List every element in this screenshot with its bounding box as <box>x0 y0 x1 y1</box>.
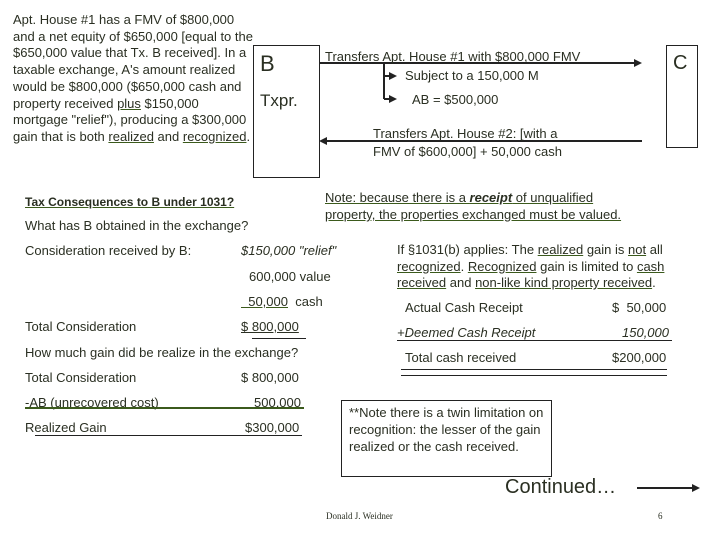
box-b-label: Txpr. <box>260 91 298 110</box>
gain-underline <box>35 435 302 436</box>
box-c-letter: C <box>673 52 688 74</box>
arrow-head-right <box>634 59 642 67</box>
deemed-underline <box>397 340 672 341</box>
consideration-label: Consideration received by B: <box>25 243 192 258</box>
twin-limitation-note <box>341 400 552 477</box>
total-cash-value: $200,000 <box>612 350 667 365</box>
deemed-cash-value: 150,000 <box>622 325 669 340</box>
relief-amount: $150,000 "relief" <box>241 243 337 258</box>
actual-cash-label: Actual Cash Receipt <box>405 300 523 315</box>
ab-underline <box>25 407 304 409</box>
transfer1-label: Transfers Apt. House #1 with $800,000 FMV <box>325 49 581 64</box>
arrow-head-left <box>319 137 327 145</box>
mortgage-label: Subject to a 150,000 M <box>405 68 539 83</box>
ab-label: -AB (unrecovered cost) <box>25 395 159 410</box>
transfer2-label-2: FMV of $600,000] + 50,000 cash <box>373 144 562 159</box>
question-realized: How much gain did be realize in the exchange? <box>25 345 299 360</box>
realized-gain-value: $300,000 <box>245 420 300 435</box>
double-underline <box>252 338 306 339</box>
page-number: 6 <box>658 511 663 521</box>
total-consideration-value: $ 800,000 <box>241 319 299 334</box>
total-consideration-label: Total Consideration <box>25 319 137 334</box>
value-amount: 600,000 value <box>249 269 331 284</box>
deemed-cash-label: +Deemed Cash Receipt <box>397 325 536 340</box>
valuation-note: Note: because there is a receipt of unqualified property, the properties exchanged must be valued. <box>325 190 622 222</box>
footer-author: Donald J. Weidner <box>326 511 393 521</box>
arrow-head-right <box>389 95 397 103</box>
continued-label: Continued… <box>505 476 617 498</box>
ab-value: 500,000 <box>254 395 301 410</box>
arrow-head-right <box>692 484 700 492</box>
twin-limitation-text: **Note there is a twin limitation on recognition: the lesser of the gain realized or the cash received. <box>349 405 544 454</box>
realized-gain-label: Realized Gain <box>25 420 107 435</box>
section-heading: Tax Consequences to B under 1031? <box>25 195 235 209</box>
total-underline-1 <box>401 369 667 370</box>
taxpayer-b-box <box>253 45 320 178</box>
total-consideration-label-2: Total Consideration <box>25 370 137 385</box>
arrow-head-right <box>389 72 397 80</box>
total-consideration-value-2: $ 800,000 <box>241 370 299 385</box>
continued-arrow <box>637 487 693 489</box>
question-obtained: What has B obtained in the exchange? <box>25 218 249 233</box>
basis-label: AB = $500,000 <box>412 92 499 107</box>
box-b-letter: B <box>260 51 275 76</box>
total-cash-label: Total cash received <box>405 350 517 365</box>
intro-paragraph: Apt. House #1 has a FMV of $800,000 and a net equity of $650,000 [equal to the $650,000 value that Tx. B received]. In a taxable exchange, A's amount realized would be $800,000 ($650,000 cash and property received plus $150,000 mortgage "relief"), producing a $300,000 gain that is both realized and recognized. <box>13 12 253 144</box>
actual-cash-value: $ 50,000 <box>612 300 667 315</box>
branch-line <box>383 63 385 99</box>
total-underline-2 <box>401 375 667 376</box>
party-c-box <box>666 45 698 148</box>
section-1031b-text: If §1031(b) applies: The realized gain is not all recognized. Recognized gain is limited to cash received and non-like kind property received. <box>397 242 665 290</box>
transfer2-label-1: Transfers Apt. House #2: [with a <box>373 126 558 141</box>
cash-amount: 50,000 cash <box>241 294 323 309</box>
